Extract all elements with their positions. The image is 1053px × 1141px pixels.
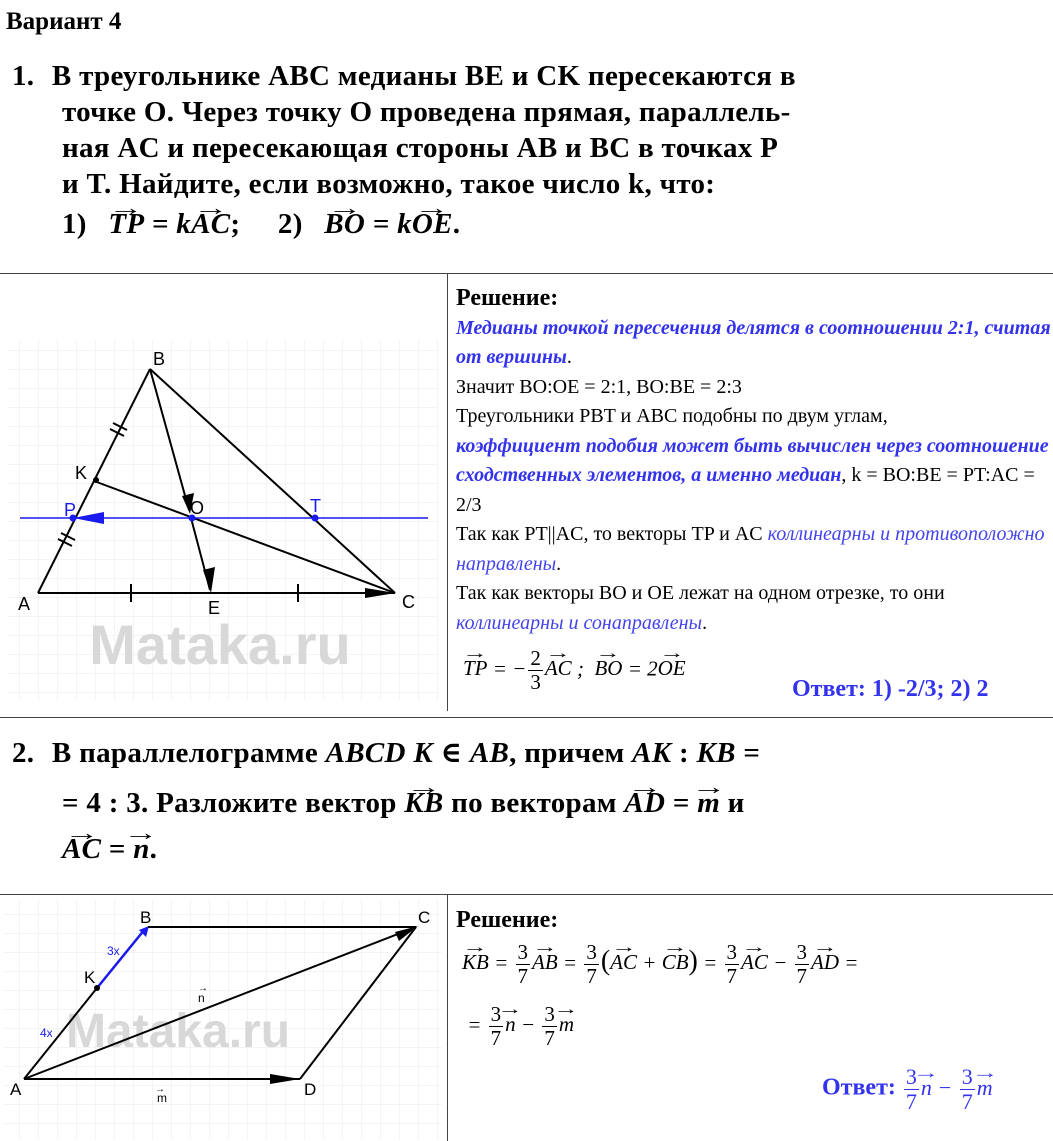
f-ab: AB → bbox=[532, 950, 558, 975]
f-num: 3 bbox=[544, 1002, 555, 1026]
formula-oe: OE → bbox=[658, 656, 686, 681]
f-num: 3 bbox=[796, 940, 808, 964]
solution-1-p4-end: , k = BO:BE = PT:AC = 2/3 bbox=[456, 464, 1035, 516]
ans-minus: − bbox=[931, 1074, 958, 1100]
solution-1-p1: Медианы точкой пересечения делятся в соотношении 2:1, считая от вершины bbox=[456, 316, 1051, 368]
problem-2-period: . bbox=[149, 833, 158, 865]
solution-1 bbox=[456, 284, 1051, 638]
label-p: P bbox=[64, 500, 77, 520]
arrow-over-n: → bbox=[198, 983, 208, 994]
problem-2-ab: AB bbox=[469, 737, 510, 769]
vector-ac-2: AC → bbox=[62, 831, 101, 867]
f-den: 7 bbox=[517, 964, 529, 988]
label-d: D bbox=[304, 1080, 317, 1099]
task-2-eq: = k bbox=[365, 208, 412, 240]
solution-1-heading: Решение: bbox=[456, 285, 559, 311]
f-num: 3 bbox=[726, 940, 738, 964]
problem-2-eq3: = bbox=[101, 833, 134, 865]
problem-2-abcd: ABCD K bbox=[325, 737, 433, 769]
label-a: A bbox=[18, 594, 31, 614]
solution-1-p6: Так как векторы BO и OE лежат на одном отрезке, то они bbox=[456, 582, 945, 604]
problem-2-line-2: = 4 : 3. Разложите вектор bbox=[62, 787, 405, 819]
problem-2-in: ∈ bbox=[433, 737, 470, 769]
answer-2-label: Ответ: bbox=[822, 1074, 896, 1101]
variant-title: Вариант 4 bbox=[6, 8, 122, 35]
f-minus: − bbox=[515, 1012, 541, 1037]
problem-1-line-3: ная AC и пересекающая стороны AB и BC в точках P bbox=[62, 132, 779, 164]
watermark: Mataka.ru bbox=[65, 1005, 291, 1058]
f-eq: = bbox=[557, 950, 583, 975]
formula-den: 3 bbox=[530, 670, 541, 694]
label-t: T bbox=[310, 496, 321, 516]
solution-2-formula-line-1 bbox=[462, 942, 864, 987]
f-m: m → bbox=[559, 1012, 574, 1037]
problem-2-by: по векторам bbox=[443, 787, 625, 819]
label-a: A bbox=[10, 1080, 22, 1099]
vector-n: n → bbox=[133, 831, 149, 867]
label-o: O bbox=[190, 498, 205, 518]
divider bbox=[447, 273, 448, 711]
f-paren-open: ( bbox=[600, 945, 611, 977]
solution-1-p4: коэффициент подобия может быть вычислен через соотношение сходственных элементов, а именно медиан bbox=[456, 434, 1049, 486]
task-1-label: 1) bbox=[62, 208, 87, 240]
ans-n: n → bbox=[921, 1075, 932, 1101]
solution-1-p6-blue: коллинеарны и сонаправлены bbox=[456, 611, 703, 634]
f-plus: + bbox=[637, 950, 662, 975]
f-eq: = bbox=[488, 950, 514, 975]
problem-2-kb: KB bbox=[696, 737, 736, 769]
formula-bo: BO → bbox=[594, 656, 622, 681]
problem-1-line-4: и T. Найдите, если возможно, такое число k, что: bbox=[62, 168, 716, 200]
problem-2-colon: : bbox=[671, 737, 697, 769]
divider bbox=[0, 717, 1053, 718]
solution-1-p5: Так как PT||AC, то векторы TP и AC bbox=[456, 523, 768, 545]
f-eq: = bbox=[462, 1012, 487, 1037]
answer-1: Ответ: 1) -2/3; 2) 2 bbox=[792, 676, 989, 702]
label-e: E bbox=[208, 598, 221, 618]
label-m: m bbox=[157, 1091, 167, 1105]
label-b: B bbox=[153, 349, 166, 369]
problem-2 bbox=[12, 735, 760, 867]
f-kb: KB → bbox=[462, 950, 489, 975]
ans-num: 3 bbox=[905, 1064, 917, 1089]
label-3x: 3x bbox=[107, 944, 120, 958]
solution-1-formula bbox=[463, 648, 686, 693]
problem-1-line-1: В треугольнике ABC медианы BE и CK пересекаются в bbox=[51, 60, 796, 92]
problem-1-line-2: точке O. Через точку O проведена прямая, параллель- bbox=[62, 96, 791, 128]
problem-2-ak: AK bbox=[632, 737, 672, 769]
f-ad: AD → bbox=[811, 950, 839, 975]
label-k: K bbox=[75, 463, 88, 483]
vector-oe: OE → bbox=[412, 206, 453, 242]
label-b: B bbox=[140, 908, 152, 927]
label-4x: 4x bbox=[40, 1026, 53, 1040]
solution-2-heading: Решение: bbox=[456, 907, 559, 933]
solution-1-p6-end: . bbox=[702, 611, 708, 634]
ans-m: m → bbox=[977, 1075, 993, 1101]
vector-m: m → bbox=[697, 785, 720, 821]
label-c: C bbox=[418, 908, 431, 927]
f-eq: = bbox=[697, 950, 723, 975]
problem-2-text-a: В параллелограмме bbox=[51, 737, 326, 769]
f-ac: AC → bbox=[741, 950, 768, 975]
solution-1-p3: Треугольники PBT и ABC подобны по двум углам, bbox=[456, 405, 888, 427]
f-den: 7 bbox=[490, 1026, 502, 1050]
vector-kb: KB → bbox=[404, 785, 443, 821]
solution-1-p2: Значит BO:OE = 2:1, BO:BE = 2:3 bbox=[456, 375, 742, 398]
task-2-label: 2) bbox=[277, 208, 303, 240]
problem-2-text-e: , причем bbox=[509, 737, 633, 769]
solution-1-p5-end: . bbox=[556, 552, 562, 575]
ans-den: 7 bbox=[961, 1089, 973, 1114]
solution-1-p1-end: . bbox=[566, 346, 572, 368]
figure-2-parallelogram bbox=[0, 895, 446, 1141]
formula-eq-minus: = − bbox=[487, 656, 527, 681]
f-num: 3 bbox=[490, 1002, 502, 1026]
task-1-eq: = k bbox=[144, 208, 192, 240]
formula-sep: ; bbox=[571, 656, 595, 681]
solution-1-p5-blue: коллинеарны и противоположно направлены bbox=[456, 523, 1045, 575]
f-n: n → bbox=[505, 1012, 516, 1037]
problem-1 bbox=[12, 58, 796, 242]
point-k bbox=[93, 477, 99, 483]
problem-2-eq2: = bbox=[665, 787, 698, 819]
ans-num: 3 bbox=[961, 1064, 973, 1089]
formula-tp: TP → bbox=[463, 656, 488, 681]
f-minus: − bbox=[767, 950, 793, 975]
problem-2-eq: = bbox=[735, 737, 761, 769]
f-num: 3 bbox=[517, 940, 529, 964]
f-den: 7 bbox=[726, 964, 738, 988]
task-1-end: ; bbox=[230, 208, 241, 240]
f-den: 7 bbox=[586, 964, 597, 988]
watermark: Mataka.ru bbox=[89, 613, 351, 676]
answer-2 bbox=[822, 1066, 993, 1113]
figure-1-triangle bbox=[0, 274, 446, 710]
ans-den: 7 bbox=[905, 1089, 917, 1114]
f-eq: = bbox=[839, 950, 864, 975]
vector-bo: BO → bbox=[324, 206, 365, 242]
f-den: 7 bbox=[796, 964, 808, 988]
problem-2-and: и bbox=[720, 787, 745, 819]
label-c: C bbox=[402, 592, 415, 612]
arrow-over-m: → bbox=[155, 1084, 165, 1095]
task-2-end: . bbox=[452, 208, 461, 240]
formula-eq2: = 2 bbox=[622, 656, 658, 681]
solution-2-formula-line-2 bbox=[462, 1004, 574, 1049]
formula-num: 2 bbox=[530, 646, 541, 670]
problem-1-number: 1. bbox=[12, 60, 35, 92]
label-n: n bbox=[198, 991, 205, 1005]
solution-2 bbox=[456, 906, 558, 936]
divider bbox=[447, 894, 448, 1141]
f-ac: AC → bbox=[610, 950, 637, 975]
problem-1-tasks bbox=[12, 206, 796, 242]
problem-2-number: 2. bbox=[12, 737, 35, 769]
label-k: K bbox=[84, 968, 96, 987]
f-den: 7 bbox=[544, 1026, 555, 1050]
vector-ad: AD → bbox=[624, 785, 665, 821]
vector-tp: TP → bbox=[108, 206, 144, 242]
f-cb: CB → bbox=[662, 950, 689, 975]
f-num: 3 bbox=[586, 940, 597, 964]
formula-ac: AC → bbox=[545, 656, 572, 681]
f-paren-close: ) bbox=[688, 945, 698, 977]
vector-ac: AC → bbox=[191, 206, 230, 242]
